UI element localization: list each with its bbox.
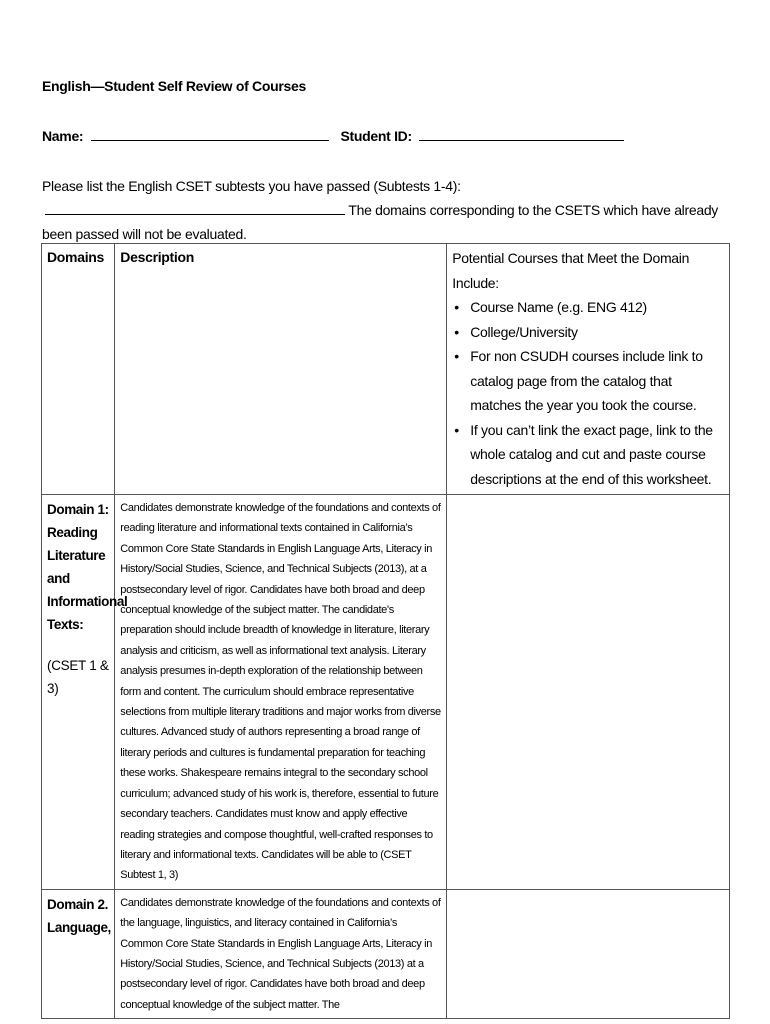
list-item: • For non CSUDH courses include link to catalog page from the catalog that matches the year you took the course. — [470, 344, 724, 418]
name-label: Name: — [42, 128, 84, 144]
list-item: • If you can’t link the exact page, link to the whole catalog and cut and paste course descriptions at the end of this worksheet. — [470, 418, 724, 492]
domain-name: Domain 1: Reading Literature and Informational Texts: — [47, 502, 128, 632]
potential-courses-list — [452, 295, 724, 491]
name-field[interactable] — [91, 126, 329, 141]
potential-courses-include: Include: — [452, 274, 499, 291]
student-id-field[interactable] — [419, 126, 624, 141]
header-potential-courses — [447, 244, 730, 495]
domain-cell — [42, 889, 115, 1018]
header-domains: Domains — [42, 244, 115, 495]
potential-courses-title: Potential Courses that Meet the Domain — [452, 250, 690, 266]
domain-name: Domain 2. Language, — [47, 896, 111, 935]
table-row — [42, 889, 730, 1018]
table-header-row — [42, 244, 730, 495]
header-description: Description — [115, 244, 447, 495]
document-title: English—Student Self Review of Courses — [42, 78, 306, 94]
table-row — [42, 495, 730, 890]
courses-cell[interactable] — [447, 495, 730, 890]
list-item: • Course Name (e.g. ENG 412) — [470, 295, 724, 320]
description-cell: Candidates demonstrate knowledge of the foundations and contexts of reading literature and informational texts contained in California’s Common Core State Standards in English Language Arts, Literacy in History/Social Studies, Science, and Technical Subjects (2013), at a postsecondary level of rigor. Candidates have both broad and deep conceptual knowledge of the subject matter. The candidate's preparation should include breadth of knowledge in literature, literary analysis and criticism, as well as informational text analysis. Literary analysis presumes in-depth exploration of the relationship between form and content. The curriculum should embrace representative selections from multiple literary traditions and major works from diverse cultures. Advanced study of authors representing a broad range of literary periods and cultures is fundamental preparation for teaching these works. Shakespeare remains integral to the secondary school curriculum; advanced study of his work is, therefore, essential to future secondary teachers. Candidates must know and apply effective reading strategies and compose thoughtful, well-crafted responses to literary and informational texts. Candidates will be able to (CSET Subtest 1, 3) — [115, 495, 447, 890]
subtests-passed-field[interactable] — [45, 200, 345, 215]
intro-text-after: The domains corresponding to the CSETS which have already been passed will not be evaluated. — [42, 202, 719, 242]
intro-paragraph — [42, 174, 732, 246]
student-id-label: Student ID: — [340, 128, 412, 144]
courses-cell[interactable] — [447, 889, 730, 1018]
name-id-line — [42, 126, 624, 144]
description-cell: Candidates demonstrate knowledge of the foundations and contexts of the language, linguistics, and literacy contained in California’s Common Core State Standards in English Language Arts, Literacy in History/Social Studies, Science, and Technical Subjects (2013) at a postsecondary level of rigor. Candidates have both broad and deep conceptual knowledge of the subject matter. The — [115, 889, 447, 1018]
domain-cell — [42, 495, 128, 890]
domain-cset: (CSET 1 & 3) — [47, 658, 109, 696]
intro-text: Please list the English CSET subtests you have passed (Subtests 1-4): — [42, 178, 461, 194]
domains-table — [41, 243, 730, 1019]
list-item: • College/University — [470, 320, 724, 345]
